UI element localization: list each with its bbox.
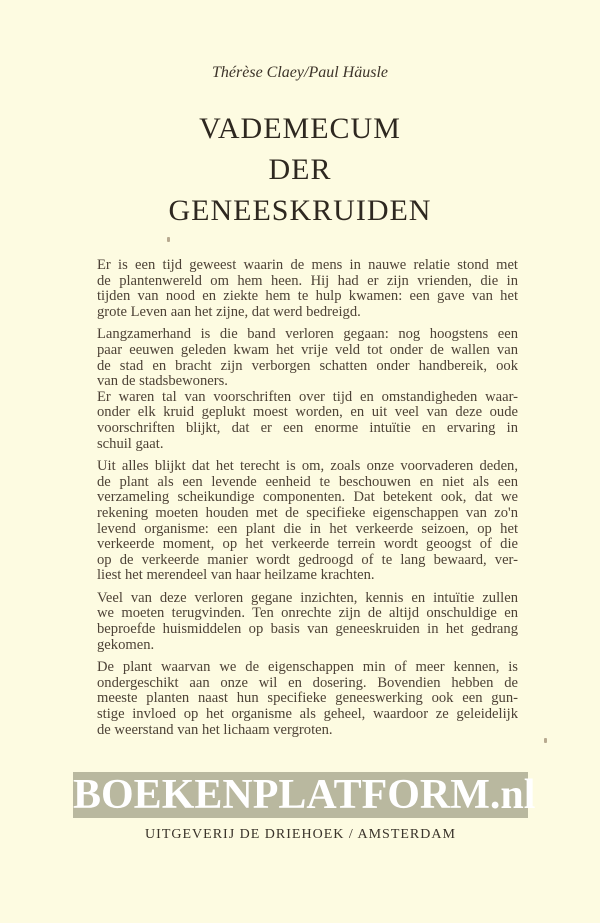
text-line: schuil gaat. [97, 436, 164, 452]
text-line: meeste planten naast hun specifieke geneeswerking ook een gun- [97, 691, 518, 707]
text-line: beproefde huismiddelen op basis van geneeskruiden in het gedrang [97, 622, 518, 638]
text-line: stige invloed op het organisme als geheel, waardoor ze geleidelijk [97, 707, 518, 723]
paragraph [97, 459, 518, 584]
text-line: de plant als een levende eenheid te beschouwen en niet als een [97, 474, 518, 490]
text-line: tijden van nood en ziekte hem te hulp kwamen: een gave van het [97, 289, 518, 305]
paragraph [97, 660, 518, 738]
text-line: gekomen. [97, 637, 155, 653]
text-line: Er is een tijd geweest waarin de mens in nauwe relatie stond met [97, 258, 518, 273]
speck-mark [544, 738, 547, 743]
text-line: levend organisme: een plant die in het verkeerde seizoen, op het [97, 521, 518, 537]
paragraph [97, 390, 518, 452]
book-title-line-1: VADEMECUM [199, 112, 401, 145]
book-title-line-3: GENEESKRUIDEN [168, 194, 432, 227]
paragraph [97, 591, 518, 653]
text-line: grote Leven aan het zijne, dat werd bedreigd. [97, 304, 361, 320]
text-line: we moeten terugvinden. Ten onrechte zijn de altijd onschuldige en [97, 606, 518, 622]
text-line: Er waren tal van voorschriften over tijd en omstandigheden waar- [97, 389, 518, 405]
paragraph [97, 258, 518, 320]
text-line: verkeerde moment, op het verkeerde terrein wordt geoogst of die [97, 537, 518, 553]
text-line: ondergeschikt aan onze wil en dosering. Bovendien hebben de [97, 675, 518, 691]
text-line: onder elk kruid geplukt moest worden, en uit veel van deze oude [97, 405, 518, 421]
text-line: van de stadsbewoners. [97, 374, 228, 390]
watermark-text: BOEKENPLATFORM.nl [73, 772, 536, 818]
speck-mark [167, 237, 170, 242]
text-line: Langzamerhand is die band verloren gegaan: nog hoogstens een [97, 327, 518, 343]
text-line: liest het merendeel van haar heilzame krachten. [97, 568, 375, 584]
text-line: paar eeuwen geleden kwam het vrije veld tot onder de wallen van [97, 342, 518, 358]
text-line: De plant waarvan we de eigenschappen min of meer kennen, is [97, 660, 518, 676]
paragraph [97, 327, 518, 389]
blurb-text [97, 258, 518, 745]
text-line: de plantenwereld om hem heen. Hij had er zijn vrienden, die in [97, 273, 518, 289]
text-line: rekening moeten houden met de specifieke eigenschappen van zo'n [97, 505, 518, 521]
text-line: voorschriften blijkt, dat er een enorme intuïtie en ervaring in [97, 420, 518, 436]
text-line: de weerstand van het lichaam vergroten. [97, 722, 333, 738]
publisher-name: UITGEVERIJ DE DRIEHOEK / AMSTERDAM [145, 827, 456, 842]
text-line: de stad en bracht zijn verborgen schatten onder handbereik, ook [97, 358, 518, 374]
book-title-line-2: DER [268, 153, 332, 186]
text-line: Veel van deze verloren gegane inzichten, kennis en intuïtie zullen [97, 590, 518, 606]
text-line: op de verkeerde manier wordt gedroogd of te lang bewaard, ver- [97, 552, 518, 568]
text-line: verzameling scheikundige componenten. Dat betekent ook, dat we [97, 490, 518, 506]
text-line: Uit alles blijkt dat het terecht is om, zoals onze voorvaderen deden, [97, 459, 518, 475]
book-authors: Thérèse Claey/Paul Häusle [212, 64, 388, 81]
